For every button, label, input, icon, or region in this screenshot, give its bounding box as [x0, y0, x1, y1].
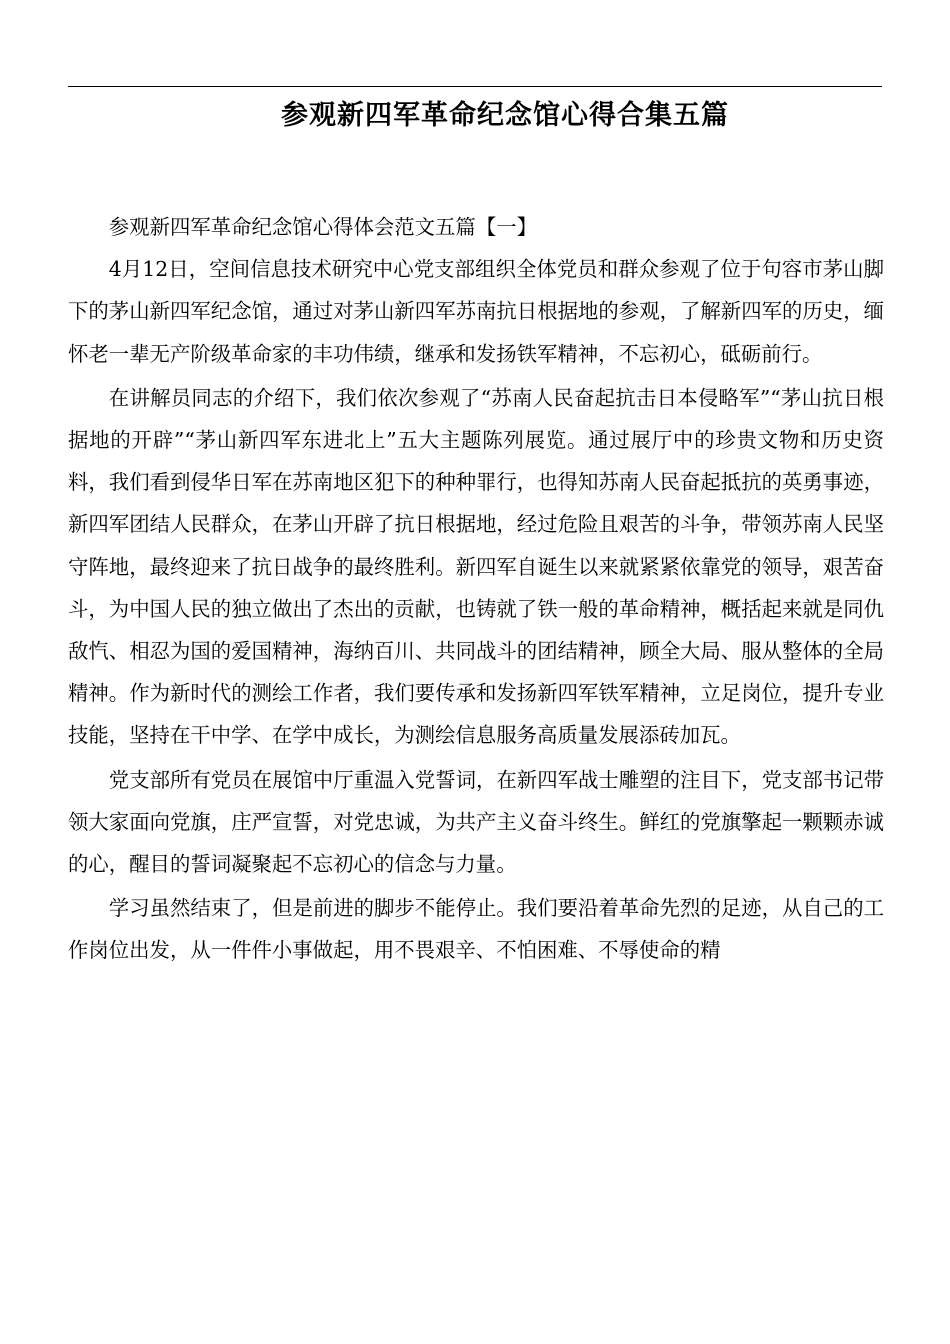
paragraph: 4月12日，空间信息技术研究中心党支部组织全体党员和群众参观了位于句容市茅山脚下的茅山新四军纪念馆，通过对茅山新四军苏南抗日根据地的参观，了解新四军的历史，缅怀老一辈无产阶级革命家的丰功伟绩，继承和发扬铁军精神，不忘初心，砥砺前行。 [68, 257, 884, 366]
document-body [68, 206, 884, 972]
document-title: 参观新四军革命纪念馆心得合集五篇 [281, 100, 729, 131]
paragraph: 学习虽然结束了，但是前进的脚步不能停止。我们要沿着革命先烈的足迹，从自己的工作岗位出发，从一件件小事做起，用不畏艰辛、不怕困难、不辱使命的精 [68, 896, 884, 963]
paragraph: 在讲解员同志的介绍下，我们依次参观了“苏南人民奋起抗击日本侵略军”“茅山抗日根据地的开辟”“茅山新四军东进北上”五大主题陈列展览。通过展厅中的珍贵文物和历史资料，我们看到侵华日军在苏南地区犯下的种种罪行，也得知苏南人民奋起抵抗的英勇事迹，新四军团结人民群众，在茅山开辟了抗日根据地，经过危险且艰苦的斗争，带领苏南人民坚守阵地，最终迎来了抗日战争的最终胜利。新四军自诞生以来就紧紧依靠党的领导，艰苦奋斗，为中国人民的独立做出了杰出的贡献，也铸就了铁一般的革命精神，概括起来就是同仇敌忾、相忍为国的爱国精神，海纳百川、共同战斗的团结精神，顾全大局、服从整体的全局精神。作为新时代的测绘工作者，我们要传承和发扬新四军铁军精神，立足岗位，提升专业技能，坚持在干中学、在学中成长，为测绘信息服务高质量发展添砖加瓦。 [68, 385, 884, 748]
header-rule [68, 86, 882, 87]
paragraph: 党支部所有党员在展馆中厅重温入党誓词，在新四军战士雕塑的注目下，党支部书记带领大家面向党旗，庄严宣誓，对党忠诚，为共产主义奋斗终生。鲜红的党旗擎起一颗颗赤诚的心，醒目的誓词凝聚起不忘初心的信念与力量。 [68, 767, 884, 877]
section-heading: 参观新四军革命纪念馆心得体会范文五篇【一】 [108, 215, 537, 239]
